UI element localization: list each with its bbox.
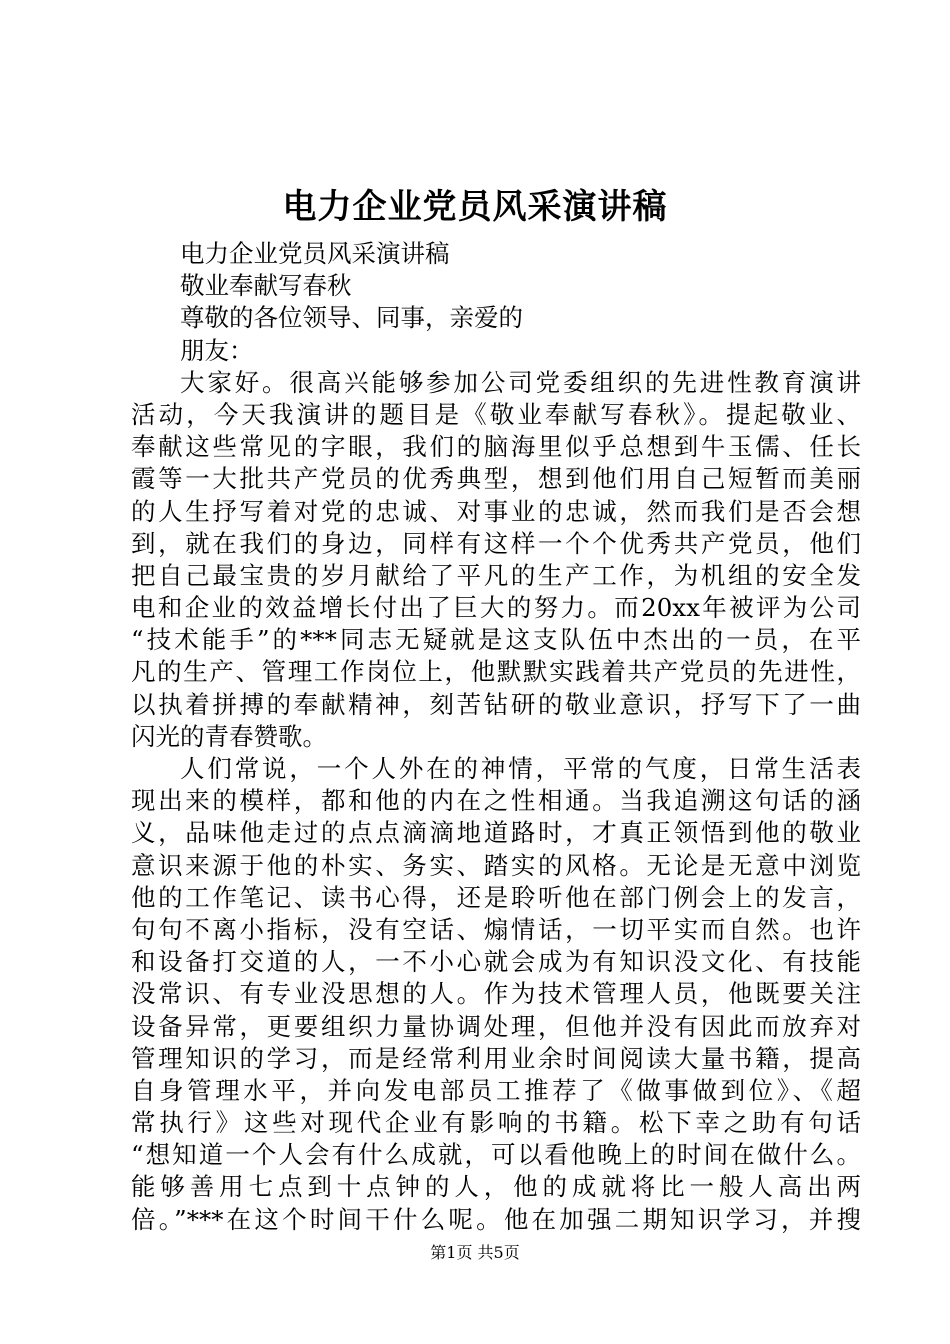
body-line: 奉献这些常见的字眼，我们的脑海里似乎总想到牛玉儒、任长 — [131, 432, 861, 462]
body-line: 设备异常，更要组织力量协调处理，但他并没有因此而放弃对 — [131, 1011, 861, 1041]
body-line: 活动，今天我演讲的题目是《敬业奉献写春秋》。提起敬业、 — [131, 399, 861, 429]
body-line: 朋友： — [180, 335, 254, 365]
body-line: 闪光的青春赞歌。 — [131, 721, 327, 751]
body-line: 自身管理水平，并向发电部员工推荐了《做事做到位》、《超 — [131, 1075, 861, 1105]
body-line: 电和企业的效益增长付出了巨大的努力。而20xx年被评为公司 — [131, 593, 861, 623]
body-line: 电力企业党员风采演讲稿 — [180, 239, 450, 268]
body-line: 凡的生产、管理工作岗位上，他默默实践着共产党员的先进性， — [131, 657, 861, 687]
document-title: 电力企业党员风采演讲稿 — [282, 187, 668, 227]
body-line: “技术能手”的***同志无疑就是这支队伍中杰出的一员，在平 — [131, 625, 861, 655]
body-line: 意识来源于他的朴实、务实、踏实的风格。无论是无意中浏览 — [131, 850, 861, 880]
body-line: 他的工作笔记、读书心得，还是聆听他在部门例会上的发言， — [131, 882, 861, 912]
body-line: 倍。”***在这个时间干什么呢。他在加强二期知识学习，并搜 — [131, 1204, 861, 1234]
body-line: “想知道一个人会有什么成就，可以看他晚上的时间在做什么。 — [131, 1140, 861, 1170]
body-line: 的人生抒写着对党的忠诚、对事业的忠诚，然而我们是否会想 — [131, 496, 861, 526]
body-line: 霞等一大批共产党员的优秀典型，想到他们用自己短暂而美丽 — [131, 464, 861, 494]
body-line: 义，品味他走过的点点滴滴地道路时，才真正领悟到他的敬业 — [131, 818, 861, 848]
document-body — [131, 238, 861, 1236]
body-line: 到，就在我们的身边，同样有这样一个个优秀共产党员，他们 — [131, 528, 861, 558]
body-line: 管理知识的学习，而是经常利用业余时间阅读大量书籍，提高 — [131, 1043, 861, 1073]
body-line: 没常识、有专业没思想的人。作为技术管理人员，他既要关注 — [131, 979, 861, 1009]
body-line: 现出来的模样，都和他的内在之性相通。当我追溯这句话的涵 — [131, 786, 861, 816]
body-line: 把自己最宝贵的岁月献给了平凡的生产工作，为机组的安全发 — [131, 560, 861, 590]
body-line: 句句不离小指标，没有空话、煽情话，一切平实而自然。也许 — [131, 914, 861, 944]
body-line: 能够善用七点到十点钟的人，他的成就将比一般人高出两 — [131, 1172, 861, 1202]
body-line: 尊敬的各位领导、同事，亲爱的 — [180, 303, 523, 333]
page-footer: 第1页 共5页 — [430, 1243, 520, 1262]
body-line: 和设备打交道的人，一不小心就会成为有知识没文化、有技能 — [131, 947, 861, 977]
body-line: 人们常说，一个人外在的神情，平常的气度，日常生活表 — [180, 754, 861, 783]
body-line: 大家好。很高兴能够参加公司党委组织的先进性教育演讲 — [180, 367, 861, 397]
body-line: 常执行》这些对现代企业有影响的书籍。松下幸之助有句话 — [131, 1108, 861, 1138]
body-line: 以执着拼搏的奉献精神，刻苦钻研的敬业意识，抒写下了一曲 — [131, 689, 861, 719]
body-line: 敬业奉献写春秋 — [180, 271, 352, 301]
